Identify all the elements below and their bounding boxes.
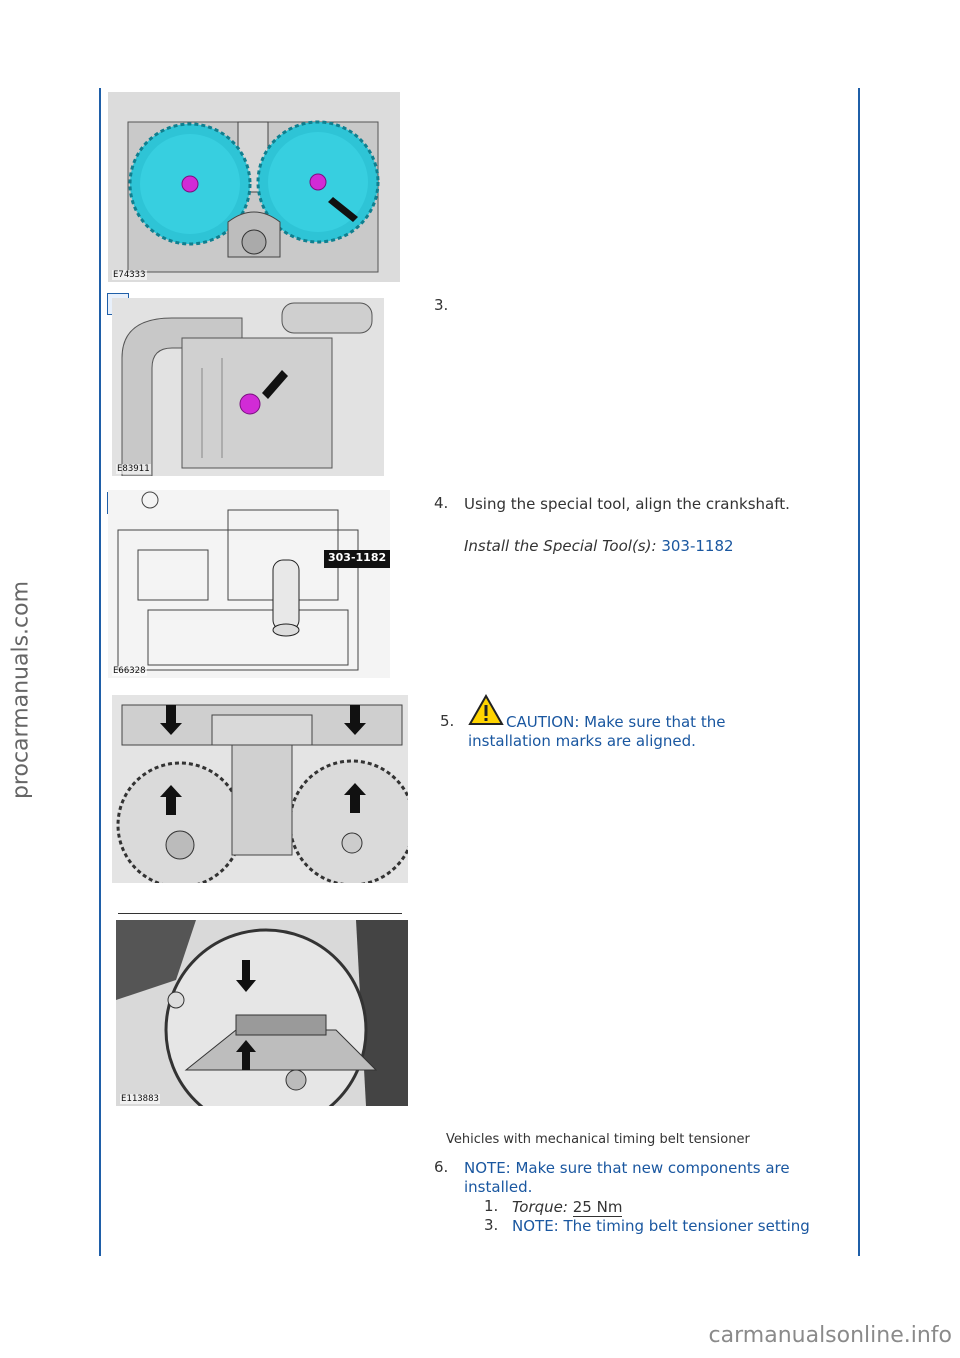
step-3-number: 3. (434, 296, 449, 314)
torque-value: 25 Nm (572, 1198, 623, 1216)
step-6-note-line1: NOTE: Make sure that new components are (464, 1159, 790, 1177)
torque-label: Torque: (512, 1198, 568, 1216)
special-tool-illustration (108, 490, 390, 678)
crank-sprocket-illustration (116, 920, 408, 1106)
step-6-note-line2: installed. (464, 1178, 533, 1196)
right-border-line (858, 88, 860, 1256)
section-heading: Vehicles with mechanical timing belt tensioner (446, 1132, 750, 1147)
tool-link[interactable]: 303-1182 (661, 537, 734, 555)
crankshaft-bolt-illustration (112, 298, 384, 476)
substep-3-number: 3. (484, 1216, 499, 1234)
figure-label: E66328 (113, 666, 146, 676)
step-6-number: 6. (434, 1158, 449, 1176)
tool-prefix: Install the Special Tool(s): (464, 537, 657, 555)
step-4-number: 4. (434, 494, 449, 512)
camshaft-sprockets-illustration (108, 92, 400, 282)
step-4-text: Using the special tool, align the crankshaft. (464, 495, 790, 513)
figure-installation-marks (112, 695, 408, 883)
special-tool-tag: 303-1182 (328, 551, 387, 564)
bottom-watermark: carmanualsonline.info (708, 1323, 952, 1348)
caution-icon (468, 694, 504, 726)
installation-marks-illustration (112, 695, 408, 883)
figure-special-tool (108, 490, 390, 678)
left-border-line (99, 88, 101, 1256)
figure-crankshaft-bolt (112, 298, 384, 476)
step-5-caution-line2: installation marks are aligned. (468, 732, 696, 750)
figure-crank-sprocket-marks (116, 920, 408, 1106)
figure-camshaft-sprockets (108, 92, 400, 282)
substep-3-note: NOTE: The timing belt tensioner setting (512, 1217, 810, 1235)
step-5-number: 5. (440, 712, 455, 730)
substep-1-torque (512, 1197, 622, 1217)
step-5-caution-line1: CAUTION: Make sure that the (506, 713, 726, 731)
figure-label: E113883 (121, 1094, 159, 1104)
substep-1-number: 1. (484, 1197, 499, 1215)
figure-label: E83911 (117, 464, 150, 474)
divider-line (118, 913, 402, 914)
figure-label: E74333 (113, 270, 146, 280)
step-4-tool (464, 536, 734, 556)
side-watermark: procarmanuals.com (8, 580, 34, 800)
